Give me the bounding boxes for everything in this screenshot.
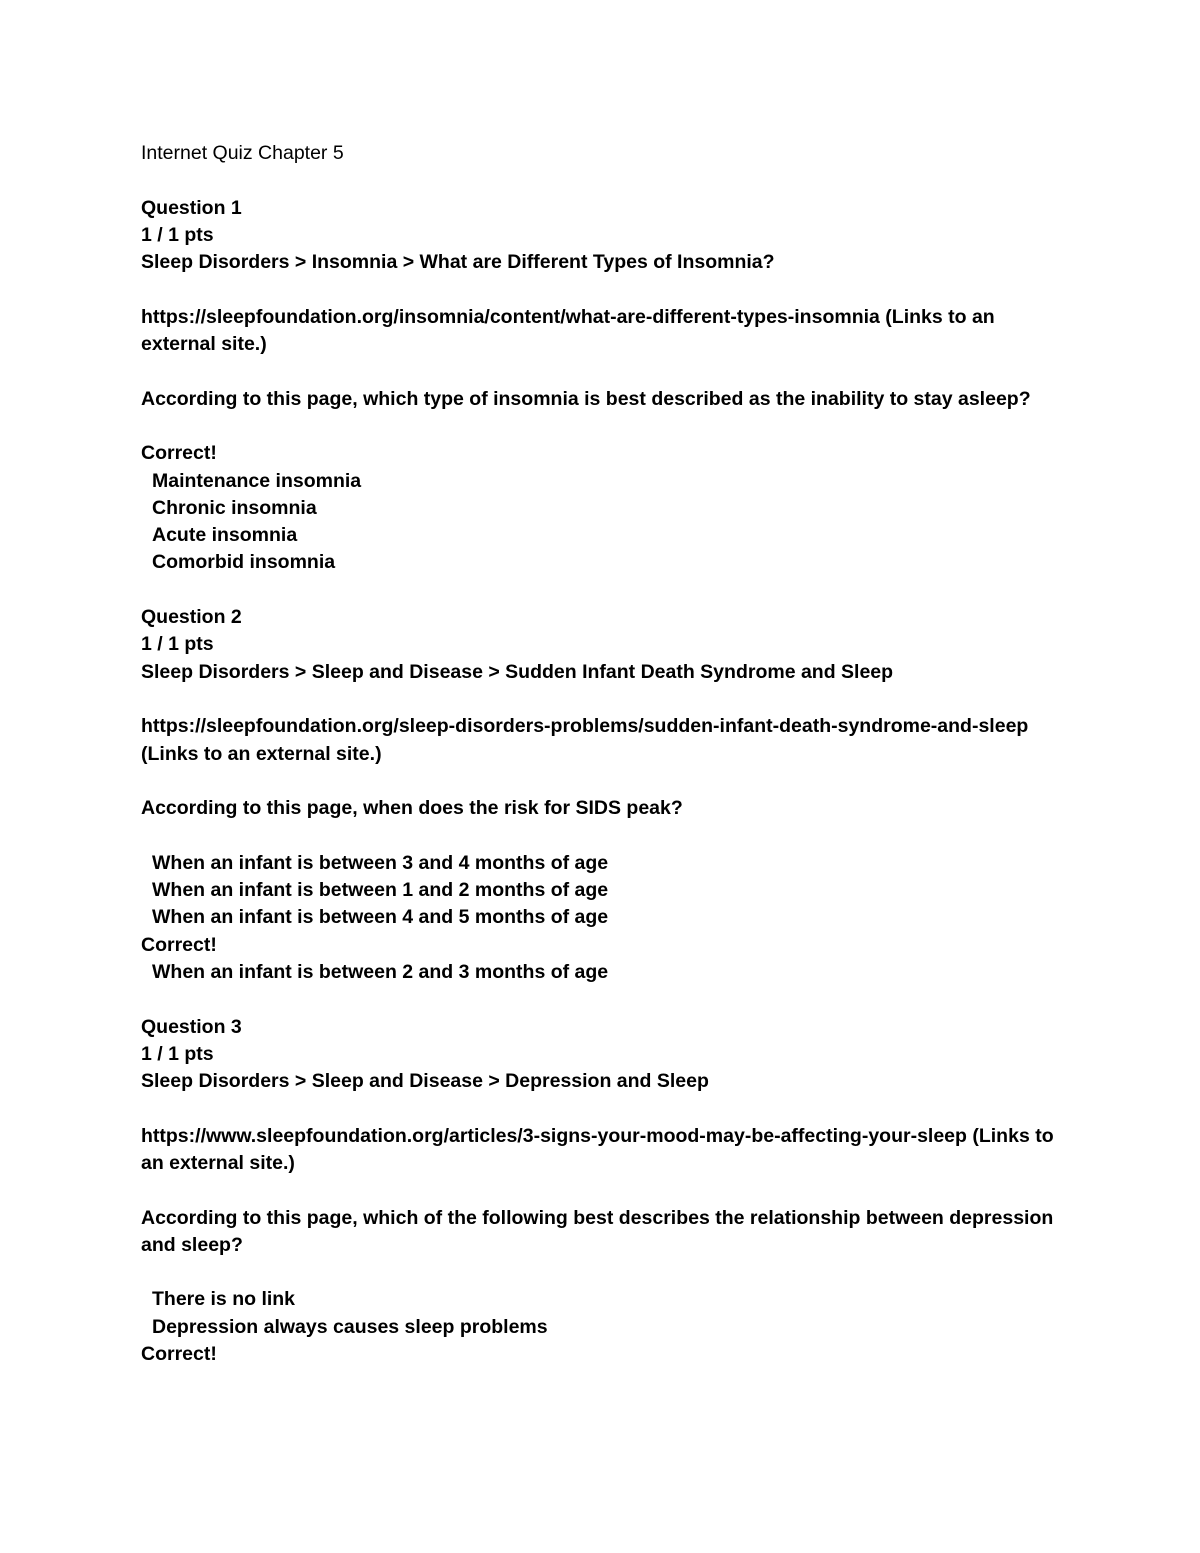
correct-label: Correct! [141, 933, 217, 956]
spacer [141, 1259, 1061, 1286]
answer-option: When an infant is between 3 and 4 months of age [152, 851, 609, 874]
spacer [141, 986, 1061, 1013]
question-heading: Question 1 [141, 196, 242, 219]
question-block [141, 195, 1061, 577]
question-breadcrumb: Sleep Disorders > Insomnia > What are Different Types of Insomnia? [141, 251, 775, 274]
answer-option: Chronic insomnia [152, 496, 317, 519]
question-block [141, 1014, 1061, 1369]
question-heading: Question 2 [141, 606, 242, 629]
question-prompt: According to this page, when does the risk for SIDS peak? [141, 797, 683, 820]
question-points: 1 / 1 pts [141, 1042, 214, 1065]
document-title: Internet Quiz Chapter 5 [141, 142, 344, 164]
question-heading: Question 3 [141, 1015, 242, 1038]
question-prompt: According to this page, which of the following best describes the relationship between depression and sleep? [141, 1206, 1054, 1256]
spacer [141, 1177, 1061, 1204]
correct-label: Correct! [141, 1343, 217, 1366]
question-points: 1 / 1 pts [141, 223, 214, 246]
spacer [141, 1095, 1061, 1122]
external-link[interactable]: https://sleepfoundation.org/sleep-disorders-problems/sudden-infant-death-syndrome-and-sleep (Links to an external site.) [141, 715, 1029, 765]
external-link[interactable]: https://www.sleepfoundation.org/articles/3-signs-your-mood-may-be-affecting-your-sleep (Links to an external site.) [141, 1124, 1054, 1174]
question-block [141, 604, 1061, 986]
question-breadcrumb: Sleep Disorders > Sleep and Disease > Depression and Sleep [141, 1070, 709, 1093]
spacer [141, 167, 1061, 194]
spacer [141, 822, 1061, 849]
answer-option: There is no link [152, 1288, 296, 1311]
question-prompt: According to this page, which type of insomnia is best described as the inability to stay asleep? [141, 387, 1031, 410]
answer-option: Acute insomnia [152, 524, 298, 547]
spacer [141, 686, 1061, 713]
document-page [141, 140, 1061, 1368]
answer-option: Comorbid insomnia [152, 551, 336, 574]
answer-option: When an infant is between 4 and 5 months of age [152, 906, 609, 929]
external-link[interactable]: https://sleepfoundation.org/insomnia/content/what-are-different-types-insomnia (Links to an external site.) [141, 305, 995, 356]
question-points: 1 / 1 pts [141, 633, 214, 656]
spacer [141, 276, 1061, 303]
answer-option: When an infant is between 1 and 2 months of age [152, 879, 609, 902]
answer-option: Maintenance insomnia [152, 469, 362, 492]
spacer [141, 413, 1061, 440]
correct-label: Correct! [141, 442, 217, 465]
spacer [141, 358, 1061, 385]
answer-option: When an infant is between 2 and 3 months of age [152, 960, 609, 983]
question-breadcrumb: Sleep Disorders > Sleep and Disease > Sudden Infant Death Syndrome and Sleep [141, 660, 894, 683]
spacer [141, 768, 1061, 795]
answer-option: Depression always causes sleep problems [152, 1315, 548, 1338]
spacer [141, 577, 1061, 604]
